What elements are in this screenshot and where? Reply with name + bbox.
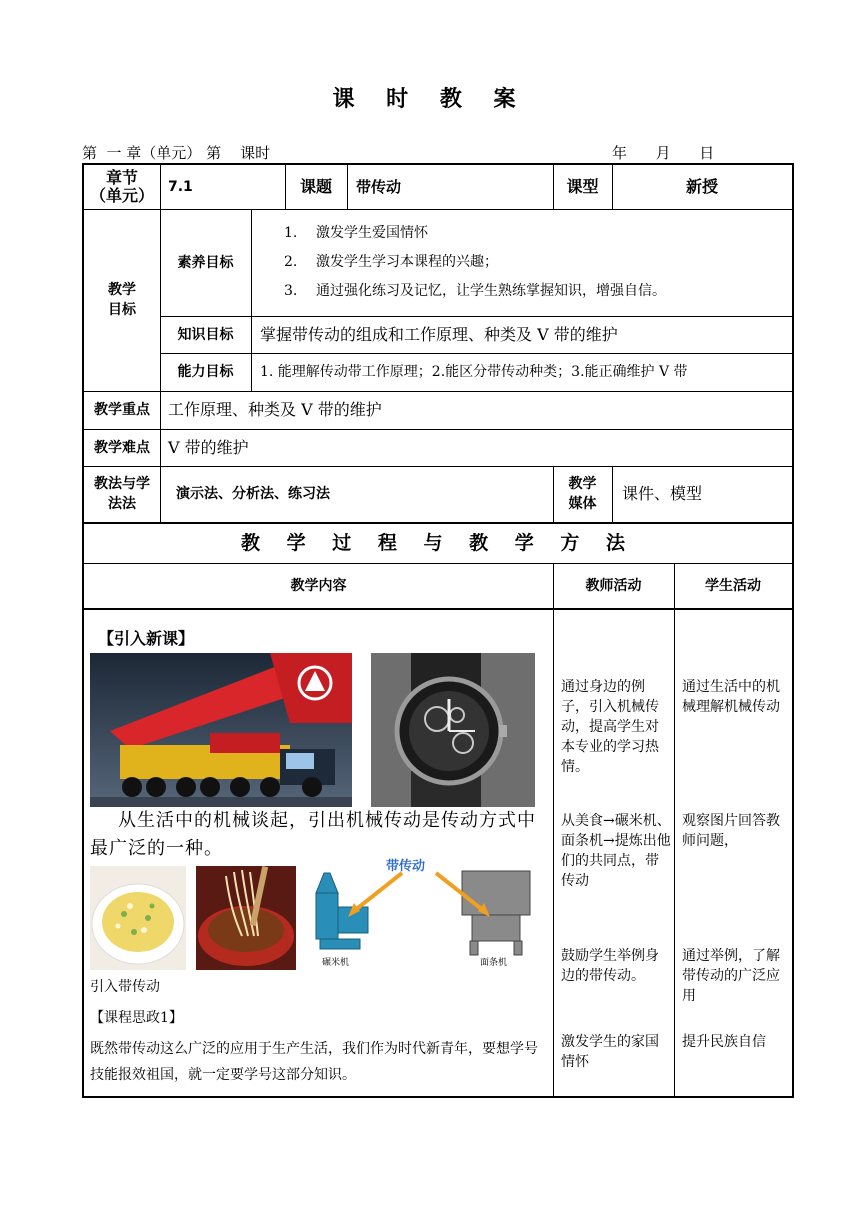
noodles-image — [196, 866, 296, 970]
chapter-label: 章节 （单元） — [89, 168, 154, 205]
teacher-activity-4: 激发学生的家国情怀 — [561, 1034, 659, 1070]
topic-value: 带传动 — [356, 178, 402, 196]
type-value: 新授 — [685, 177, 718, 196]
process-title: 教 学 过 程 与 教 学 方 法 — [241, 531, 635, 554]
literacy-goal-item — [284, 277, 666, 306]
objectives-label: 教学 目标 — [108, 282, 136, 318]
media-label: 教学 媒体 — [568, 476, 597, 512]
topic-label: 课题 — [299, 177, 332, 196]
ability-value: 1. 能理解传动带工作原理；2.能区分带传动种类；3.能正确维护 V 带 — [260, 364, 688, 380]
date-info: 年 月 日 — [612, 144, 715, 162]
belt-drive-diagram — [302, 855, 552, 975]
col-content-header: 教学内容 — [290, 577, 347, 594]
knowledge-value: 掌握带传动的组成和工作原理、种类及 V 带的维护 — [260, 324, 618, 344]
goal-number: 3. — [284, 283, 298, 299]
watch-image — [371, 653, 535, 807]
intro-heading: 【引入新课】 — [98, 629, 195, 648]
difficulty-label: 教学难点 — [94, 439, 150, 456]
type-label: 课型 — [566, 177, 599, 196]
student-activity-3: 通过举例，了解带传动的广泛应用 — [682, 948, 780, 1004]
crane-image — [90, 653, 352, 807]
chapter-value: 7.1 — [168, 179, 193, 195]
ideology-heading: 【课程思政1】 — [90, 1010, 183, 1026]
literacy-label: 素养目标 — [177, 254, 234, 271]
keypoints-label: 教学重点 — [94, 402, 150, 418]
noodle-machine-label: 面条机 — [480, 958, 508, 968]
chapter-info: 第 一 章（单元） 第 课时 — [82, 144, 271, 162]
goal-text: 激发学生学习本课程的兴趣； — [316, 254, 498, 270]
intro-belt-text: 引入带传动 — [90, 979, 160, 995]
teacher-activity-1: 通过身边的例子，引入机械传动，提高学生对本专业的学习热情。 — [561, 679, 659, 775]
goal-number: 2. — [284, 254, 298, 270]
goal-number: 1. — [284, 225, 298, 241]
methods-value: 演示法、分析法、练习法 — [176, 486, 330, 502]
col-teacher-header: 教师活动 — [585, 577, 642, 594]
ability-label: 能力目标 — [177, 364, 234, 380]
student-activity-2: 观察图片回答教师问题， — [682, 813, 780, 849]
lead-text: 从生活中的机械谈起，引出机械传动是传动方式中最广泛的一种。 — [90, 810, 536, 859]
ideology-text: 既然带传动这么广泛的应用于生产生活，我们作为时代新青年，要想学号技能报效祖国，就一定要学号这部分知识。 — [90, 1041, 538, 1083]
difficulty-value: V 带的维护 — [168, 437, 249, 457]
belt-drive-label: 带传动 — [386, 859, 426, 874]
literacy-goals — [284, 209, 784, 316]
goal-text: 激发学生爱国情怀 — [316, 225, 428, 241]
teacher-activity-3: 鼓励学生举例身边的带传动。 — [561, 948, 659, 984]
media-value: 课件、模型 — [622, 484, 703, 503]
knowledge-label: 知识目标 — [177, 326, 234, 343]
teacher-activity-2: 从美食→碾米机、面条机→提炼出他们的共同点，带传动 — [561, 813, 671, 889]
student-activity-1: 通过生活中的机械理解机械传动 — [682, 679, 780, 715]
page-title: 课 时 教 案 — [332, 86, 528, 112]
fried-rice-image — [90, 866, 186, 970]
literacy-goal-item — [284, 219, 666, 248]
keypoints-value: 工作原理、种类及 V 带的维护 — [168, 400, 382, 419]
methods-label: 教法与学 法法 — [94, 476, 150, 512]
chapter-line — [82, 142, 794, 162]
lesson-plan-table — [82, 163, 794, 1098]
student-activity-4: 提升民族自信 — [682, 1034, 766, 1050]
goal-text: 通过强化练习及记忆，让学生熟练掌握知识，增强自信。 — [316, 283, 666, 299]
rice-mill-label: 碾米机 — [322, 958, 350, 968]
literacy-goal-item — [284, 248, 666, 277]
col-student-header: 学生活动 — [705, 577, 761, 594]
